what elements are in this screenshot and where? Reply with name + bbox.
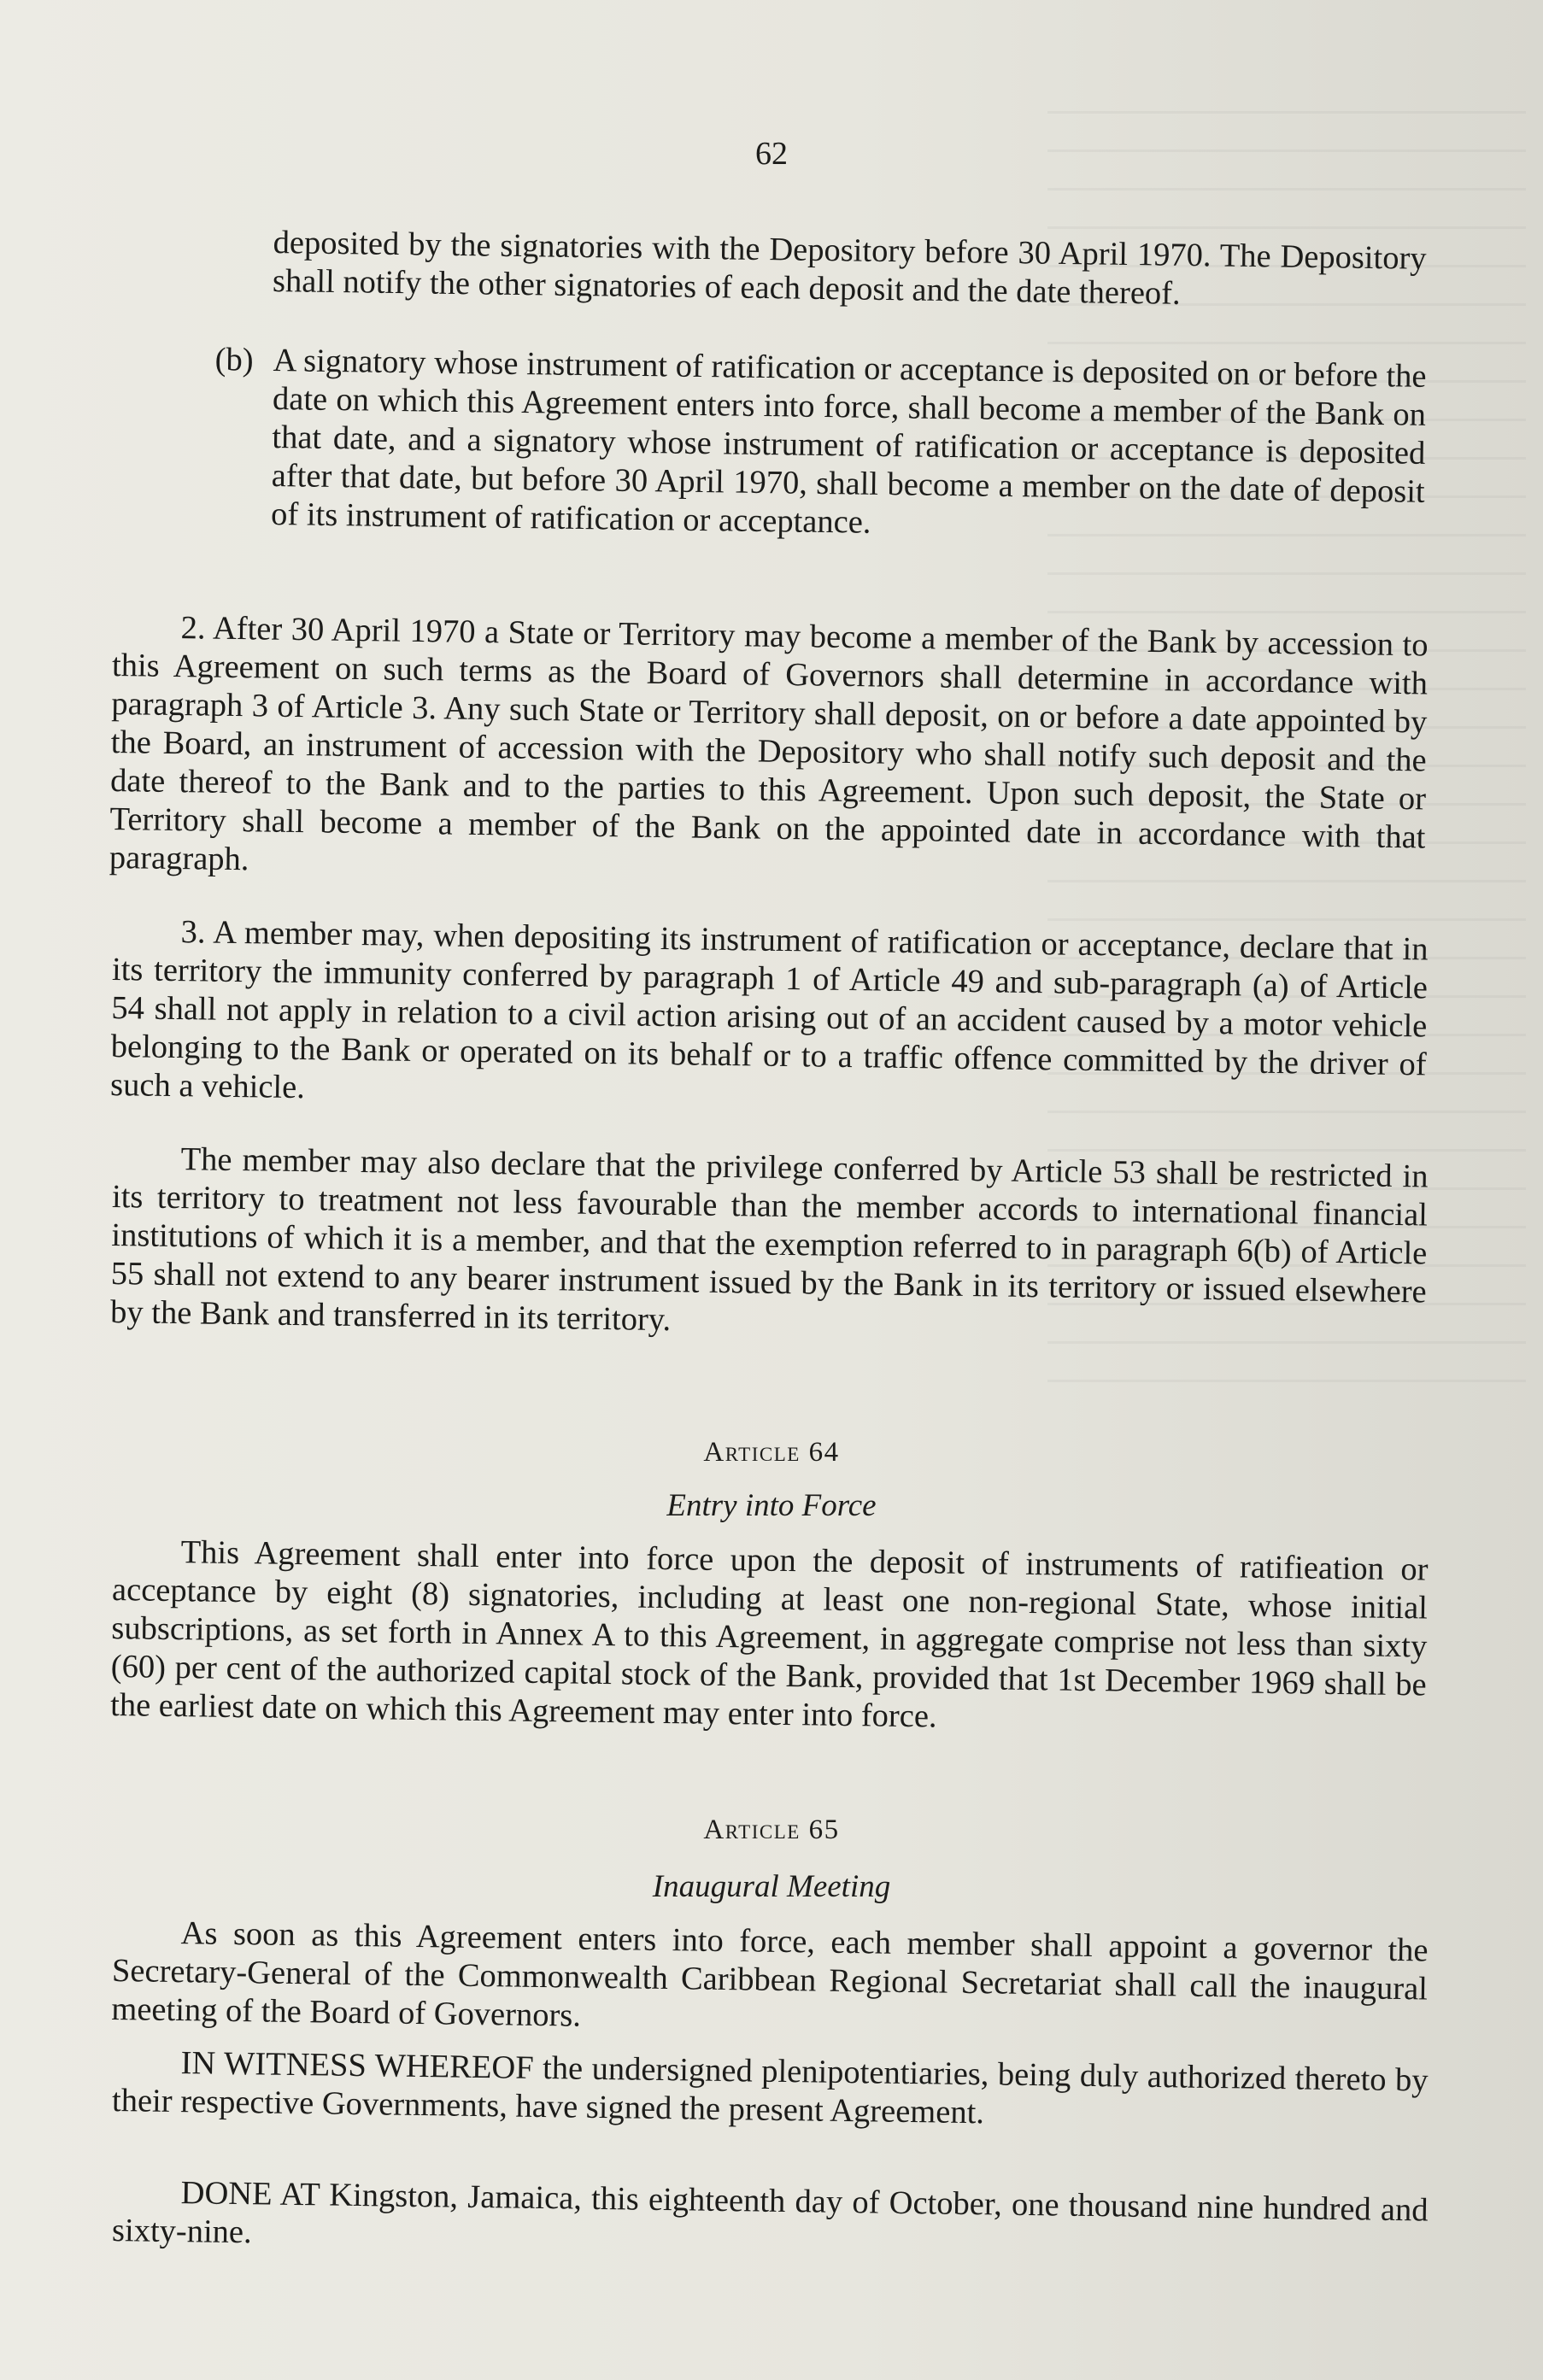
done-at-statement: DONE AT Kingston, Jamaica, this eighteenth day of October, one thousand nine hundred and sixty-nine. bbox=[111, 2175, 1429, 2251]
paragraph-member-declaration: The member may also declare that the privilege conferred by Article 53 shall be restricted in its territory to treatment not less favourable than the member accords to international financial institutions of which it is a member, and that the exemption referred to in paragraph 6(b) of Article 55 shall not extend to any bearer instrument issued by the Bank in its territory or issued elsewhere by the Bank and transferred in its territory. bbox=[109, 1141, 1429, 1339]
in-witness-whereof: IN WITNESS WHEREOF the undersigned plenipotentiaries, being duly authorized thereto by their respective Governments, have signed the present Agreement. bbox=[111, 2045, 1429, 2131]
article-65-heading: Article 65 bbox=[703, 1814, 840, 1845]
article-64-heading: Article 64 bbox=[703, 1437, 840, 1468]
paragraph-2: 2. After 30 April 1970 a State or Territory may become a member of the Bank by accession to this Agreement on such terms as the Board of Governors shall determine in accordance with paragraph 3 of Article 3. Any such State or Territory shall deposit, on or before a date appointed by the Board, an instrument of accession with the Depository who shall notify such deposit and the date thereof to the Bank and to the parties to this Agreement. Upon such deposit, the State or Territory shall become a member of the Bank on the appointed date in accordance with that paragraph. bbox=[109, 610, 1429, 878]
page-number: 62 bbox=[755, 136, 788, 172]
paragraph-1a-continuation: deposited by the signatories with the Depository before 30 April 1970. The Depository shall notify the other signatories of each deposit and the date thereof. bbox=[272, 224, 1427, 312]
article-64-title: Entry into Force bbox=[666, 1488, 877, 1523]
paragraph-3: 3. A member may, when depositing its instrument of ratification or acceptance, declare that in its territory the immunity conferred by paragraph 1 of Article 49 and sub-paragraph (a) of Article 54 shall not apply in relation to a civil action arising out of an accident caused by a motor vehicle belonging to the Bank or operated on its behalf or to a traffic offence committed by the driver of such a vehicle. bbox=[109, 914, 1429, 1106]
paragraph-1b-label: (b) bbox=[214, 342, 254, 378]
article-65-title: Inaugural Meeting bbox=[652, 1869, 891, 1904]
article-64-body: This Agreement shall enter into force upon the deposit of instruments of ratifieation or acceptance by eight (8) signatories, including at least one non-regional State, whose initial subscriptions, as set forth in Annex A to this Agreement, in aggregate comprise not less than sixty (60) per cent of the authorized capital stock of the Bank, provided that 1st December 1969 shall be the earliest date on which this Agreement may enter into force. bbox=[109, 1534, 1429, 1735]
paragraph-1b bbox=[214, 342, 1427, 550]
article-65-body: As soon as this Agreement enters into force, each member shall appoint a governor the Secretary-General of the Commonwealth Caribbean Regional Secretariat shall call the inaugural meeting of the Board of Governors. bbox=[111, 1915, 1429, 2034]
paragraph-1b-text: A signatory whose instrument of ratification or acceptance is deposited on or before the date on which this Agreement enters into force, shall become a member of the Bank on that date, and a signatory whose instrument of ratification or acceptance is deposited after that date, but before 30 April 1970, shall become a member on the date of deposit of its instrument of ratification or acceptance. bbox=[270, 342, 1427, 541]
